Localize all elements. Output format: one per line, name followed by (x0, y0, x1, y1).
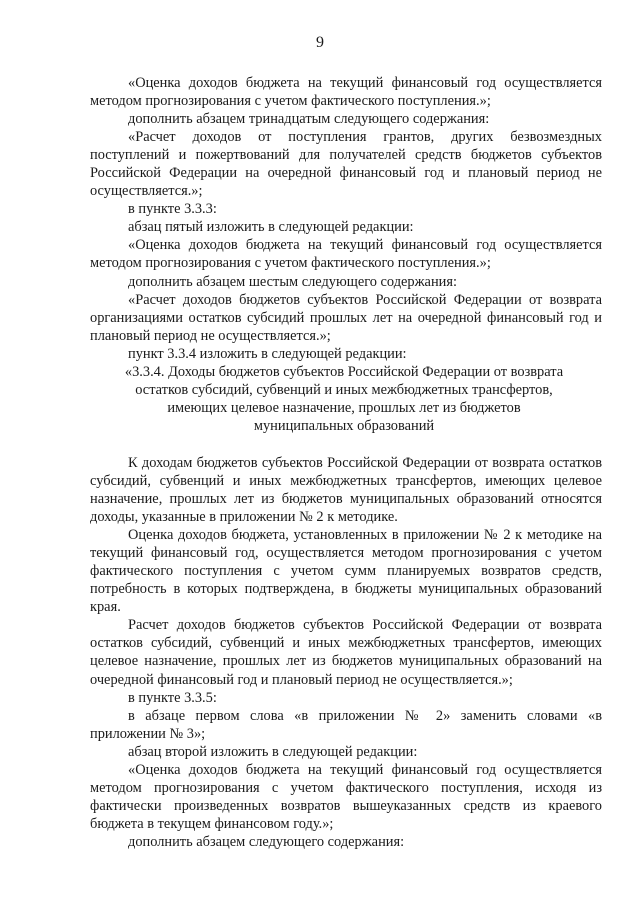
paragraph: «Оценка доходов бюджета на текущий финансовый год осуществляется методом прогнозирования с учетом фактического поступления.»; (90, 75, 602, 110)
paragraph: «Расчет доходов от поступления грантов, других безвозмездных поступлений и пожертвований для получателей средств бюджетов субъектов Российской Федерации на очередной финансовый год и плановый период не осуществляется.»; (90, 129, 602, 200)
paragraph: Оценка доходов бюджета, установленных в приложении № 2 к методике на текущий финансовый год, осуществляется методом прогнозирования с учетом фактического поступления с учетом сумм планируемых возвратов средств, потребность в которых подтверждена, в бюджеты муниципальных образований края. (90, 527, 602, 616)
paragraph: абзац пятый изложить в следующей редакции: (128, 219, 414, 236)
paragraph: в пункте 3.3.3: (128, 201, 217, 218)
paragraph: Расчет доходов бюджетов субъектов Российской Федерации от возврата остатков субсидий, субвенций и иных межбюджетных трансфертов, имеющих целевое назначение, прошлых лет из бюджетов муниципальных образований на очередной финансовый год и плановый период не осуществляется.»; (90, 617, 602, 688)
paragraph: «Оценка доходов бюджета на текущий финансовый год осуществляется методом прогнозирования с учетом фактического поступления.»; (90, 237, 602, 272)
paragraph: «Расчет доходов бюджетов субъектов Российской Федерации от возврата организациями остатков субсидий прошлых лет на очередной финансовый год и плановый период не осуществляется.»; (90, 291, 602, 344)
paragraph: пункт 3.3.4 изложить в следующей редакции: (128, 345, 407, 362)
paragraph: дополнить абзацем тринадцатым следующего содержания: (128, 111, 490, 128)
page-number: 9 (316, 34, 324, 51)
paragraph: дополнить абзацем следующего содержания: (128, 833, 405, 850)
section-heading: «3.3.4. Доходы бюджетов субъектов Российской Федерации от возврата остатков субсидий, субвенций и иных межбюджетных трансфертов, имеющих целевое назначение, прошлых лет из бюджетов муниципальных образований (124, 363, 564, 434)
paragraph: в пункте 3.3.5: (128, 689, 217, 706)
paragraph: К доходам бюджетов субъектов Российской Федерации от возврата остатков субсидий, субвенций и иных межбюджетных трансфертов, имеющих целевое назначение, прошлых лет из бюджетов муниципальных образований относятся доходы, указанные в приложении № 2 к методике. (90, 454, 602, 526)
paragraph: в абзаце первом слова «в приложении № 2» заменить словами «в приложении № 3»; (90, 707, 602, 742)
paragraph: «Оценка доходов бюджета на текущий финансовый год осуществляется методом прогнозирования с учетом фактического поступления, исходя из фактически произведенных возвратов вышеуказанных средств из краевого бюджета в текущем финансовом году.»; (90, 761, 602, 832)
paragraph: дополнить абзацем шестым следующего содержания: (128, 273, 457, 290)
paragraph: абзац второй изложить в следующей редакции: (128, 743, 418, 760)
document-body (90, 74, 602, 851)
